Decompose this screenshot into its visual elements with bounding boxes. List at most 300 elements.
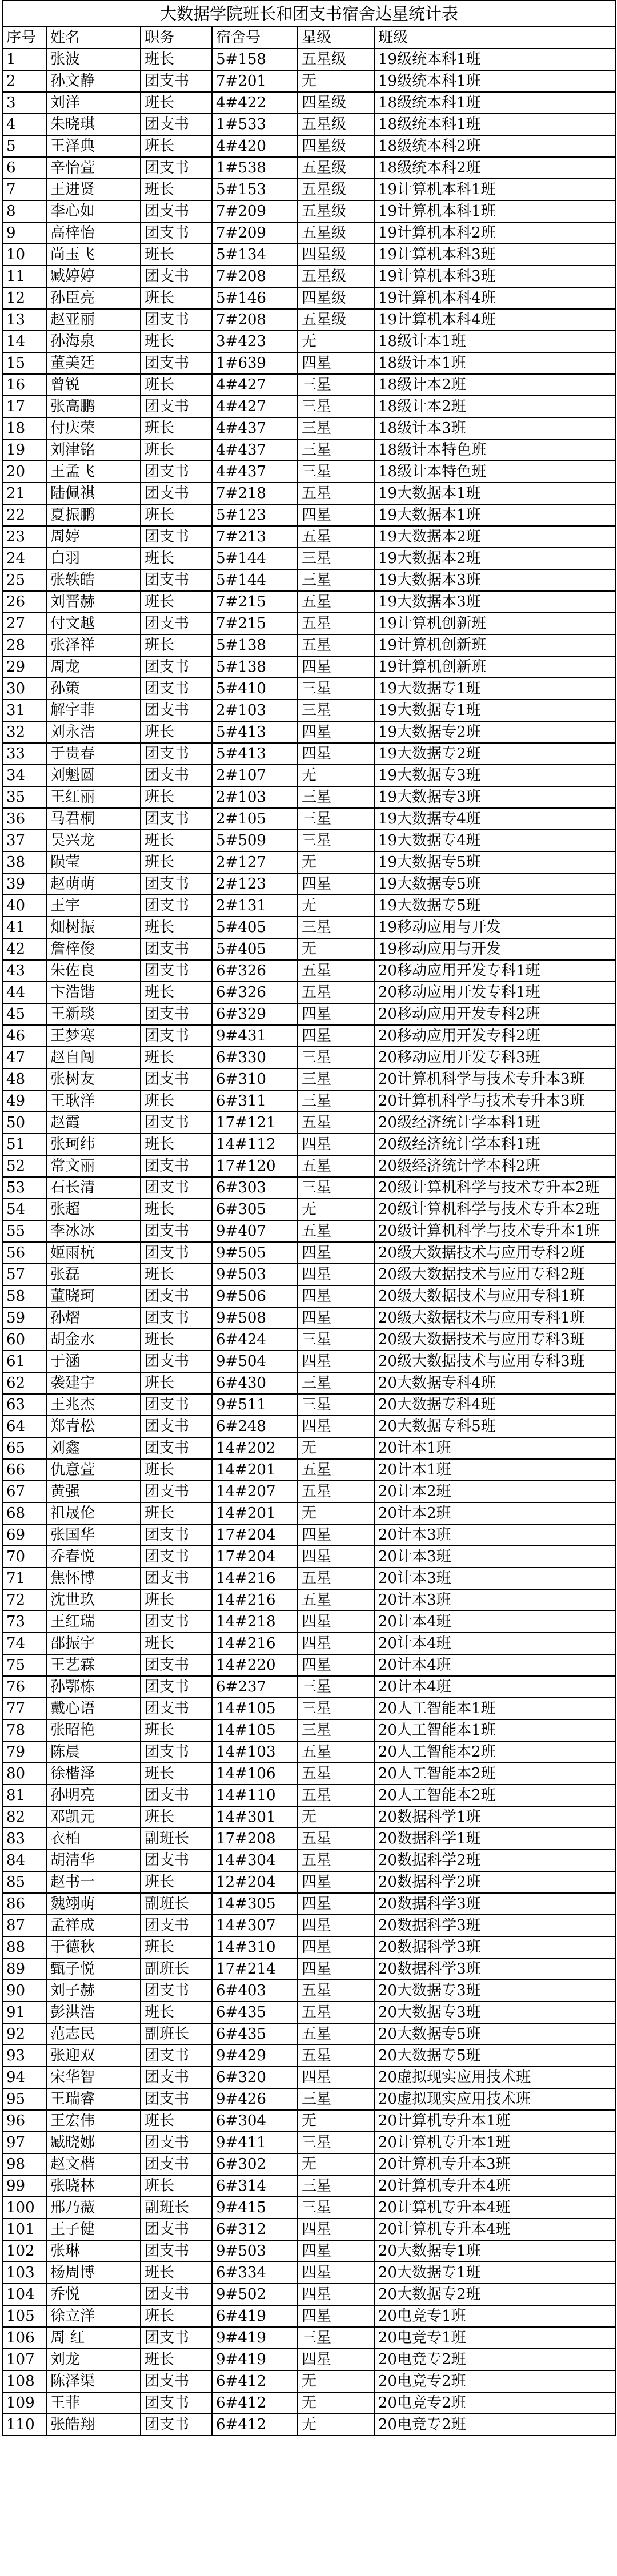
cell-name: 孙海泉 (46, 331, 141, 352)
cell-no: 68 (2, 1502, 46, 1524)
cell-class: 20级计算机科学与技术专升本2班 (374, 1199, 616, 1220)
cell-class: 20计本4班 (374, 1633, 616, 1654)
cell-class: 19计算机创新班 (374, 634, 616, 656)
cell-class: 19计算机创新班 (374, 656, 616, 678)
table-row (2, 1654, 616, 1676)
cell-dorm: 7#213 (212, 526, 298, 548)
cell-no: 67 (2, 1481, 46, 1502)
cell-name: 袭建宇 (46, 1372, 141, 1394)
cell-no: 84 (2, 1850, 46, 1871)
cell-star: 四星 (298, 1025, 374, 1047)
cell-role: 班长 (141, 1090, 212, 1112)
cell-role: 团支书 (141, 309, 212, 331)
cell-name: 王红丽 (46, 786, 141, 808)
cell-star: 三星 (298, 830, 374, 851)
cell-role: 团支书 (141, 396, 212, 417)
table-row (2, 2262, 616, 2284)
cell-role: 团支书 (141, 1524, 212, 1546)
cell-no: 92 (2, 2023, 46, 2045)
cell-no: 16 (2, 374, 46, 396)
cell-name: 张晓林 (46, 2175, 141, 2197)
cell-dorm: 4#437 (212, 417, 298, 439)
cell-no: 55 (2, 1220, 46, 1242)
cell-dorm: 6#326 (212, 960, 298, 982)
cell-name: 邢乃薇 (46, 2197, 141, 2219)
cell-class: 20计本4班 (374, 1611, 616, 1633)
cell-dorm: 5#410 (212, 678, 298, 700)
cell-star: 四星 (298, 1871, 374, 1893)
cell-no: 61 (2, 1351, 46, 1372)
cell-role: 班长 (141, 2002, 212, 2023)
table-row (2, 1936, 616, 1958)
cell-name: 魏翊萌 (46, 1893, 141, 1915)
cell-role: 团支书 (141, 765, 212, 786)
cell-role: 团支书 (141, 266, 212, 287)
cell-role: 班长 (141, 1372, 212, 1394)
cell-star: 四星 (298, 1893, 374, 1915)
cell-no: 109 (2, 2392, 46, 2414)
cell-dorm: 6#329 (212, 1003, 298, 1025)
cell-class: 19大数据专4班 (374, 830, 616, 851)
cell-class: 19大数据专2班 (374, 721, 616, 743)
cell-role: 团支书 (141, 352, 212, 374)
cell-dorm: 9#429 (212, 2045, 298, 2067)
cell-no: 41 (2, 917, 46, 938)
cell-no: 11 (2, 266, 46, 287)
cell-star: 四星 (298, 1654, 374, 1676)
cell-no: 91 (2, 2002, 46, 2023)
cell-role: 副班长 (141, 1893, 212, 1915)
cell-class: 20大数据专科5班 (374, 1416, 616, 1437)
cell-name: 张琳 (46, 2240, 141, 2262)
cell-star: 四星 (298, 1958, 374, 1980)
table-row (2, 287, 616, 309)
cell-name: 刘子赫 (46, 1980, 141, 2002)
cell-name: 畑树振 (46, 917, 141, 938)
cell-no: 70 (2, 1546, 46, 1568)
cell-class: 20级大数据技术与应用专科1班 (374, 1307, 616, 1329)
cell-dorm: 2#107 (212, 765, 298, 786)
cell-class: 20电竞专2班 (374, 2392, 616, 2414)
table-row (2, 114, 616, 135)
table-row (2, 1502, 616, 1524)
cell-name: 李冰冰 (46, 1220, 141, 1242)
cell-name: 周龙 (46, 656, 141, 678)
table-row (2, 1242, 616, 1264)
cell-name: 马君桐 (46, 808, 141, 830)
cell-star: 三星 (298, 808, 374, 830)
cell-class: 20计算机专升本4班 (374, 2219, 616, 2240)
cell-dorm: 7#209 (212, 200, 298, 222)
cell-star: 五星 (298, 613, 374, 634)
cell-class: 20计算机专升本4班 (374, 2197, 616, 2219)
cell-star: 四星级 (298, 244, 374, 266)
cell-no: 38 (2, 851, 46, 873)
cell-class: 19移动应用与开发 (374, 917, 616, 938)
cell-star: 无 (298, 851, 374, 873)
cell-no: 77 (2, 1698, 46, 1719)
table-row (2, 2219, 616, 2240)
table-row (2, 765, 616, 786)
cell-dorm: 14#207 (212, 1481, 298, 1502)
cell-star: 无 (298, 331, 374, 352)
cell-class: 19大数据专5班 (374, 851, 616, 873)
cell-name: 刘津铭 (46, 439, 141, 461)
cell-no: 76 (2, 1676, 46, 1698)
table-row (2, 1285, 616, 1307)
table-row (2, 1633, 616, 1654)
table-row (2, 1524, 616, 1546)
cell-role: 团支书 (141, 700, 212, 721)
cell-role: 团支书 (141, 70, 212, 92)
table-row (2, 352, 616, 374)
table-row (2, 1047, 616, 1068)
cell-dorm: 9#505 (212, 1242, 298, 1264)
cell-dorm: 9#426 (212, 2088, 298, 2110)
cell-role: 班长 (141, 591, 212, 613)
cell-dorm: 2#127 (212, 851, 298, 873)
table-row (2, 1220, 616, 1242)
cell-no: 98 (2, 2153, 46, 2175)
cell-role: 团支书 (141, 1068, 212, 1090)
table-row (2, 700, 616, 721)
cell-no: 37 (2, 830, 46, 851)
cell-name: 曾锐 (46, 374, 141, 396)
table-row (2, 786, 616, 808)
cell-no: 56 (2, 1242, 46, 1264)
cell-name: 孙策 (46, 678, 141, 700)
cell-name: 刘龙 (46, 2349, 141, 2370)
cell-star: 三星 (298, 678, 374, 700)
table-row (2, 1264, 616, 1285)
table-row (2, 2327, 616, 2349)
cell-role: 班长 (141, 331, 212, 352)
cell-role: 班长 (141, 92, 212, 114)
cell-dorm: 14#218 (212, 1611, 298, 1633)
cell-star: 四星 (298, 1633, 374, 1654)
cell-role: 团支书 (141, 1003, 212, 1025)
cell-star: 三星 (298, 2088, 374, 2110)
cell-no: 73 (2, 1611, 46, 1633)
cell-no: 59 (2, 1307, 46, 1329)
cell-name: 刘魁圆 (46, 765, 141, 786)
cell-role: 班长 (141, 548, 212, 569)
table-row (2, 70, 616, 92)
cell-star: 三星 (298, 1372, 374, 1394)
cell-no: 24 (2, 548, 46, 569)
cell-star: 五星级 (298, 157, 374, 179)
table-row (2, 1155, 616, 1177)
table-row (2, 1980, 616, 2002)
cell-class: 20虚拟现实应用技术班 (374, 2067, 616, 2088)
cell-name: 孙文静 (46, 70, 141, 92)
table-row (2, 1307, 616, 1329)
cell-dorm: 6#326 (212, 982, 298, 1003)
cell-class: 20级经济统计学本科1班 (374, 1134, 616, 1155)
cell-name: 周 红 (46, 2327, 141, 2349)
cell-class: 19大数据本2班 (374, 548, 616, 569)
cell-role: 班长 (141, 2110, 212, 2132)
cell-class: 20移动应用开发专科3班 (374, 1047, 616, 1068)
cell-name: 赵文楷 (46, 2153, 141, 2175)
cell-class: 19级统本科1班 (374, 49, 616, 70)
cell-class: 20数据科学1班 (374, 1806, 616, 1828)
cell-no: 20 (2, 461, 46, 483)
cell-class: 20数据科学3班 (374, 1893, 616, 1915)
cell-name: 乔春悦 (46, 1546, 141, 1568)
cell-role: 班长 (141, 1134, 212, 1155)
cell-role: 团支书 (141, 2132, 212, 2153)
cell-role: 班长 (141, 1459, 212, 1481)
cell-name: 焦怀博 (46, 1568, 141, 1589)
cell-name: 陈晨 (46, 1741, 141, 1763)
cell-class: 19大数据本2班 (374, 526, 616, 548)
cell-no: 83 (2, 1828, 46, 1850)
cell-class: 20计算机科学与技术专升本3班 (374, 1068, 616, 1090)
cell-no: 110 (2, 2414, 46, 2436)
cell-star: 四星 (298, 504, 374, 526)
cell-star: 四星 (298, 1134, 374, 1155)
cell-dorm: 4#420 (212, 135, 298, 157)
cell-star: 无 (298, 2153, 374, 2175)
cell-role: 团支书 (141, 1155, 212, 1177)
table-row (2, 135, 616, 157)
cell-name: 臧晓娜 (46, 2132, 141, 2153)
cell-star: 无 (298, 2110, 374, 2132)
cell-star: 五星 (298, 1741, 374, 1763)
cell-dorm: 7#209 (212, 222, 298, 244)
cell-no: 94 (2, 2067, 46, 2088)
cell-name: 衣柏 (46, 1828, 141, 1850)
cell-dorm: 5#405 (212, 917, 298, 938)
cell-class: 20数据科学3班 (374, 1936, 616, 1958)
cell-star: 四星 (298, 1285, 374, 1307)
cell-dorm: 17#204 (212, 1524, 298, 1546)
cell-star: 五星 (298, 591, 374, 613)
table-row (2, 157, 616, 179)
cell-dorm: 17#204 (212, 1546, 298, 1568)
cell-no: 32 (2, 721, 46, 743)
cell-name: 戴心语 (46, 1698, 141, 1719)
cell-dorm: 7#201 (212, 70, 298, 92)
cell-class: 19大数据专1班 (374, 678, 616, 700)
cell-class: 20大数据专1班 (374, 2240, 616, 2262)
table-row (2, 1351, 616, 1372)
cell-no: 87 (2, 1915, 46, 1936)
cell-dorm: 14#301 (212, 1806, 298, 1828)
cell-dorm: 6#419 (212, 2305, 298, 2327)
cell-role: 班长 (141, 917, 212, 938)
cell-star: 四星 (298, 352, 374, 374)
cell-star: 三星 (298, 1068, 374, 1090)
table-row (2, 2110, 616, 2132)
cell-dorm: 4#422 (212, 92, 298, 114)
cell-dorm: 7#215 (212, 613, 298, 634)
cell-name: 吴兴龙 (46, 830, 141, 851)
cell-no: 101 (2, 2219, 46, 2240)
header-role: 职务 (141, 27, 212, 49)
table-row (2, 1199, 616, 1220)
cell-class: 18级统本科2班 (374, 135, 616, 157)
cell-name: 张高鹏 (46, 396, 141, 417)
cell-star: 五星 (298, 1980, 374, 2002)
cell-role: 副班长 (141, 1828, 212, 1850)
cell-dorm: 5#405 (212, 938, 298, 960)
cell-class: 19级统本科1班 (374, 70, 616, 92)
cell-name: 陆佩祺 (46, 483, 141, 504)
cell-dorm: 6#320 (212, 2067, 298, 2088)
cell-dorm: 9#407 (212, 1220, 298, 1242)
cell-name: 孙熠 (46, 1307, 141, 1329)
cell-name: 夏振鹏 (46, 504, 141, 526)
cell-star: 四星 (298, 1351, 374, 1372)
cell-star: 无 (298, 1437, 374, 1459)
cell-dorm: 14#305 (212, 1893, 298, 1915)
cell-role: 团支书 (141, 808, 212, 830)
cell-no: 106 (2, 2327, 46, 2349)
cell-dorm: 14#216 (212, 1568, 298, 1589)
cell-name: 付文越 (46, 613, 141, 634)
cell-dorm: 14#112 (212, 1134, 298, 1155)
cell-name: 李心如 (46, 200, 141, 222)
cell-role: 团支书 (141, 1416, 212, 1437)
cell-role: 班长 (141, 1502, 212, 1524)
cell-star: 无 (298, 1806, 374, 1828)
cell-star: 四星级 (298, 92, 374, 114)
cell-star: 无 (298, 938, 374, 960)
cell-no: 105 (2, 2305, 46, 2327)
cell-role: 团支书 (141, 222, 212, 244)
cell-no: 15 (2, 352, 46, 374)
cell-role: 团支书 (141, 483, 212, 504)
cell-dorm: 17#208 (212, 1828, 298, 1850)
cell-role: 班长 (141, 504, 212, 526)
cell-name: 王兆杰 (46, 1394, 141, 1416)
cell-name: 徐楷泽 (46, 1763, 141, 1785)
cell-class: 20计本3班 (374, 1546, 616, 1568)
cell-star: 无 (298, 70, 374, 92)
cell-no: 104 (2, 2284, 46, 2305)
cell-no: 63 (2, 1394, 46, 1416)
table-row (2, 1459, 616, 1481)
cell-star: 四星 (298, 873, 374, 895)
table-row (2, 1871, 616, 1893)
cell-no: 42 (2, 938, 46, 960)
cell-dorm: 5#153 (212, 179, 298, 200)
cell-dorm: 14#304 (212, 1850, 298, 1871)
cell-role: 团支书 (141, 1611, 212, 1633)
cell-no: 27 (2, 613, 46, 634)
cell-star: 三星 (298, 2327, 374, 2349)
cell-role: 团支书 (141, 1242, 212, 1264)
cell-star: 五星 (298, 1785, 374, 1806)
cell-class: 19计算机本科1班 (374, 179, 616, 200)
cell-name: 王子健 (46, 2219, 141, 2240)
cell-name: 宋华智 (46, 2067, 141, 2088)
cell-dorm: 4#427 (212, 396, 298, 417)
cell-class: 19移动应用与开发 (374, 938, 616, 960)
cell-role: 班长 (141, 634, 212, 656)
cell-role: 团支书 (141, 873, 212, 895)
cell-class: 20大数据专3班 (374, 2002, 616, 2023)
header-star: 星级 (298, 27, 374, 49)
cell-name: 乔悦 (46, 2284, 141, 2305)
table-row (2, 2002, 616, 2023)
cell-star: 无 (298, 2414, 374, 2436)
table-row (2, 830, 616, 851)
table-row (2, 2370, 616, 2392)
cell-name: 张磊 (46, 1264, 141, 1285)
cell-star: 四星级 (298, 135, 374, 157)
cell-name: 于贵春 (46, 743, 141, 765)
cell-star: 四星 (298, 1242, 374, 1264)
cell-class: 19计算机本科4班 (374, 287, 616, 309)
cell-class: 20级大数据技术与应用专科3班 (374, 1351, 616, 1372)
cell-star: 五星级 (298, 114, 374, 135)
cell-role: 团支书 (141, 1481, 212, 1502)
cell-class: 20级大数据技术与应用专科3班 (374, 1329, 616, 1351)
cell-star: 五星级 (298, 266, 374, 287)
cell-role: 班长 (141, 830, 212, 851)
cell-star: 四星 (298, 2349, 374, 2370)
cell-star: 三星 (298, 396, 374, 417)
dorm-star-table (2, 0, 616, 2436)
cell-class: 20数据科学2班 (374, 1871, 616, 1893)
cell-role: 副班长 (141, 1958, 212, 1980)
table-row (2, 2023, 616, 2045)
cell-class: 20移动应用开发专科2班 (374, 1003, 616, 1025)
cell-role: 团支书 (141, 2240, 212, 2262)
table-row (2, 1372, 616, 1394)
cell-star: 四星 (298, 1524, 374, 1546)
cell-no: 81 (2, 1785, 46, 1806)
cell-no: 93 (2, 2045, 46, 2067)
cell-dorm: 7#208 (212, 309, 298, 331)
cell-name: 常文丽 (46, 1155, 141, 1177)
cell-dorm: 14#103 (212, 1741, 298, 1763)
cell-dorm: 6#303 (212, 1177, 298, 1199)
cell-no: 45 (2, 1003, 46, 1025)
cell-role: 班长 (141, 1633, 212, 1654)
cell-no: 31 (2, 700, 46, 721)
cell-name: 王进贤 (46, 179, 141, 200)
cell-name: 赵自闯 (46, 1047, 141, 1068)
cell-class: 19计算机本科3班 (374, 266, 616, 287)
cell-star: 三星 (298, 1394, 374, 1416)
table-row (2, 1958, 616, 1980)
table-row (2, 2240, 616, 2262)
table-row (2, 1112, 616, 1134)
table-title: 大数据学院班长和团支书宿舍达星统计表 (2, 0, 616, 26)
cell-dorm: 1#639 (212, 352, 298, 374)
cell-star: 四星 (298, 2067, 374, 2088)
cell-role: 团支书 (141, 938, 212, 960)
cell-dorm: 14#202 (212, 1437, 298, 1459)
cell-star: 三星 (298, 2175, 374, 2197)
cell-name: 王艺霖 (46, 1654, 141, 1676)
cell-role: 团支书 (141, 1850, 212, 1871)
table-row (2, 1589, 616, 1611)
cell-name: 杨周博 (46, 2262, 141, 2284)
cell-role: 团支书 (141, 114, 212, 135)
cell-role: 团支书 (141, 2327, 212, 2349)
cell-star: 五星 (298, 1155, 374, 1177)
cell-no: 10 (2, 244, 46, 266)
cell-role: 班长 (141, 1806, 212, 1828)
cell-star: 三星 (298, 1177, 374, 1199)
cell-class: 20移动应用开发专科2班 (374, 1025, 616, 1047)
cell-no: 50 (2, 1112, 46, 1134)
